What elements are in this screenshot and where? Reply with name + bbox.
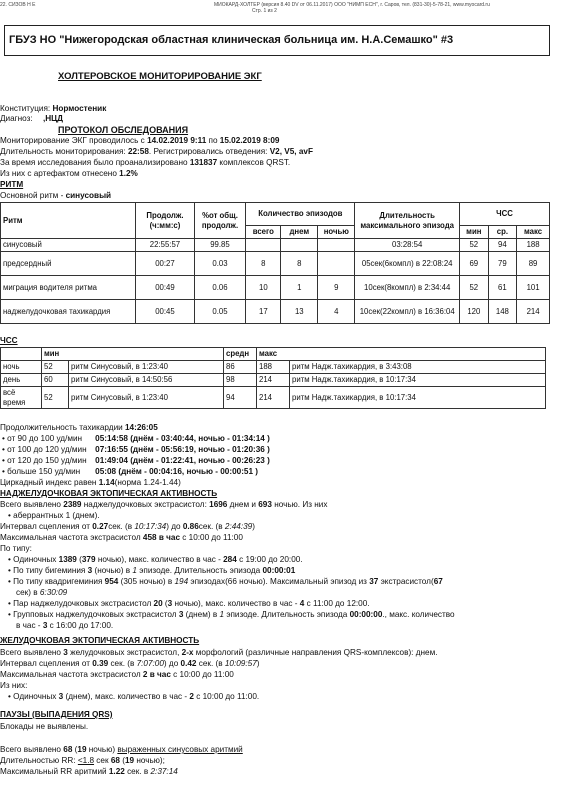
t: 1.2%	[119, 169, 138, 178]
td	[318, 239, 355, 252]
v-line: • Одиночных 3 (днем), макс. количество в час - 2 с 10:00 до 11:00.	[8, 692, 260, 701]
td: 1	[281, 276, 318, 300]
td: ритм Синусовый, в 14:50:56	[69, 374, 224, 387]
t: (днем), макс. количество в час -	[63, 692, 190, 701]
v-title: ЖЕЛУДОЧКОВАЯ ЭКТОПИЧЕСКАЯ АКТИВНОСТЬ	[0, 636, 200, 645]
hospital-box	[4, 25, 550, 56]
t: Из них с артефактом отнесено	[0, 169, 120, 178]
t: 22:58	[127, 147, 149, 156]
td	[318, 252, 355, 276]
t: 14.02.2019 9:11	[147, 136, 207, 145]
protocol-title: ПРОТОКОЛ ОБСЛЕДОВАНИЯ	[58, 125, 189, 135]
t: по	[206, 136, 220, 145]
t: 693	[258, 500, 272, 509]
td: 22:55:57	[136, 239, 194, 252]
t: 2:44:39	[224, 522, 253, 531]
t: 3	[58, 692, 64, 701]
t: синусовый	[65, 191, 112, 200]
t: ночью), макс. количество в час -	[95, 555, 224, 564]
th: Продолж. (ч:мм:с)	[136, 203, 194, 239]
t: (	[162, 599, 168, 608]
diagnosis-label: Диагноз:	[0, 114, 33, 123]
t: сек	[94, 756, 111, 765]
t: По типу бигеминия	[13, 566, 88, 575]
pauses-line	[0, 767, 178, 777]
main-rhythm	[0, 191, 111, 201]
td: 0.06	[194, 276, 246, 300]
table-row	[1, 239, 550, 252]
software-info: МИОКАРД-ХОЛТЕР (версия 8.40 DV от 06.11.2017) ООО "НИМП ЕСН", г. Саров, тел. (831-30)-5-78-21, www.myocard.ru	[214, 2, 490, 8]
diagnosis-value: ,НЦД	[42, 114, 63, 123]
t: аберрантных 1 (днем).	[13, 511, 100, 520]
td: 188	[257, 361, 290, 374]
pauses-title: ПАУЗЫ (ВЫПАДЕНИЯ QRS)	[0, 710, 113, 719]
protocol-line-4	[0, 169, 138, 179]
t: с 16:00 до 17:00.	[47, 621, 114, 630]
t: Всего выявлено	[0, 648, 64, 657]
t: Максимальная частота экстрасистол	[0, 533, 143, 542]
table-header-row	[1, 348, 546, 361]
t: 194	[174, 577, 189, 586]
t: Длительность мониторирования:	[0, 147, 128, 156]
tachy-row: • больше 150 уд/мин 05:08 (днём - 00:04:16, ночью - 00:00:51 )	[2, 467, 259, 476]
t: V2, V5, avF	[269, 147, 313, 156]
td: 8	[246, 252, 281, 276]
sv-line: • Групповых наджелудочковых экстрасистол 3 (днем) в 1 эпизоде. Длительность эпизода 00:00:00., макс. количество	[8, 610, 455, 619]
t: морфологий (различные направления QRS-комплексов): днем.	[193, 648, 438, 657]
t: 2:37:14	[150, 767, 178, 776]
td: 00:27	[136, 252, 194, 276]
t: 14:26:05	[125, 423, 158, 432]
td: 79	[488, 252, 517, 276]
t: 379	[81, 555, 96, 564]
td: 60	[42, 374, 69, 387]
t: эпизоде. Длительность эпизода	[224, 610, 350, 619]
t: сек. (в	[198, 522, 225, 531]
th: Длительность максимального эпизода	[355, 203, 460, 239]
t: 1	[219, 610, 225, 619]
t: 4	[299, 599, 305, 608]
td: 214	[257, 387, 290, 409]
t: 68	[110, 756, 120, 765]
td: 94	[224, 387, 257, 409]
t: Основной ритм -	[0, 191, 66, 200]
t: 3	[63, 648, 68, 657]
td: 52	[460, 276, 489, 300]
td: 8	[281, 252, 318, 276]
t: с 10:00 до 11:00	[180, 533, 243, 542]
t: (норма 1.24-1.44)	[114, 478, 181, 487]
t: (ночью) в	[92, 566, 133, 575]
t: ) до	[163, 659, 181, 668]
t: Циркадный индекс равен	[0, 478, 99, 487]
t: 10:17:34	[134, 522, 167, 531]
t: 0.27	[92, 522, 109, 531]
t: эпизодах(66 ночью). Максимальный эпизод из	[188, 577, 370, 586]
t: желудочковых экстрасистол,	[67, 648, 182, 657]
t: от 100 до 120 уд/мин	[7, 445, 87, 454]
t: 7:07:00	[136, 659, 164, 668]
tachy-row: • от 100 до 120 уд/мин 07:16:55 (днём - 05:56:19, ночью - 01:20:36 )	[2, 445, 270, 454]
td: 120	[460, 300, 489, 324]
td: предсердный	[1, 252, 136, 276]
table-row	[1, 300, 550, 324]
td: 61	[488, 276, 517, 300]
sv-line	[0, 522, 255, 532]
t: 2-х	[181, 648, 194, 657]
t: Групповых наджелудочковых экстрасистол	[13, 610, 179, 619]
t: Одиночных	[13, 692, 59, 701]
table-row	[1, 276, 550, 300]
t: 19	[124, 756, 135, 765]
t: (	[76, 555, 82, 564]
tachy-row: • от 120 до 150 уд/мин 01:49:04 (днём - 01:22:41, ночью - 00:26:23 )	[2, 456, 270, 465]
sv-line: • аберрантных 1 (днем).	[8, 511, 100, 520]
td: 05сек(6компл) в 22:08:24	[355, 252, 460, 276]
table-row	[1, 361, 546, 374]
t: Максимальный RR аритмий	[0, 767, 109, 776]
table-row	[1, 387, 546, 409]
t: 10:09:57	[224, 659, 257, 668]
td: наджелудочковая тахикардия	[1, 300, 136, 324]
t: 0.39	[92, 659, 109, 668]
sv-line: • Одиночных 1389 (379 ночью), макс. количество в час - 284 с 19:00 до 20:00.	[8, 555, 303, 564]
t: )	[252, 522, 255, 531]
t: от 120 до 150 уд/мин	[7, 456, 87, 465]
v-line: Из них:	[0, 681, 28, 690]
table-header-row	[1, 203, 550, 226]
t: 2 в час	[142, 670, 171, 679]
td: 10сек(22компл) в 16:36:04	[355, 300, 460, 324]
t: 00:00:01	[262, 566, 296, 575]
th: ср.	[488, 226, 517, 239]
t: 15.02.2019 8:09	[219, 136, 280, 145]
td: 17	[246, 300, 281, 324]
t: Длительностью RR:	[0, 756, 78, 765]
t: Всего выявлено	[0, 500, 64, 509]
td: 148	[488, 300, 517, 324]
hr-table	[0, 347, 546, 409]
t: 2389	[63, 500, 82, 509]
td: 0.03	[194, 252, 246, 276]
th: макс	[257, 348, 546, 361]
td: 98	[224, 374, 257, 387]
t: 1389	[58, 555, 77, 564]
t: сек) в	[16, 588, 40, 597]
t: . Регистрировались отведения:	[148, 147, 270, 156]
t: сек. в	[124, 767, 151, 776]
td: день	[1, 374, 42, 387]
diagnosis-line	[0, 114, 63, 124]
t: 6:30:09	[39, 588, 68, 597]
t: 19	[77, 745, 87, 754]
t: 1.22	[108, 767, 125, 776]
v-line	[0, 659, 259, 669]
t: выраженных синусовых аритмий	[117, 745, 243, 754]
t: 1696	[209, 500, 228, 509]
t: Одиночных	[13, 555, 59, 564]
th: макс	[517, 226, 550, 239]
t: днем и	[227, 500, 259, 509]
td: ритм Надж.тахикардия, в 10:17:34	[290, 387, 546, 409]
t: 68	[63, 745, 73, 754]
t: 05:14:58 (днём - 03:40:44, ночью - 01:34:14 )	[95, 434, 270, 443]
t: Максимальная частота экстрасистол	[0, 670, 143, 679]
sv-line: • По типу квадригеминия 954 (305 ночью) в 194 эпизодах(66 ночью). Максимальный эпизод из 37 экстрасистол(67	[8, 577, 443, 586]
td: 99.85	[194, 239, 246, 252]
t: 3	[87, 566, 93, 575]
protocol-line-2	[0, 147, 313, 157]
t: 3	[178, 610, 184, 619]
t: эпизоде. Длительность эпизода	[136, 566, 263, 575]
t: 01:49:04 (днём - 01:22:41, ночью - 00:26:23 )	[95, 456, 270, 465]
t: За время исследования было проанализировано	[0, 158, 190, 167]
t: 67	[433, 577, 443, 586]
circadian-index	[0, 478, 181, 488]
t: 07:16:55 (днём - 05:56:19, ночью - 01:20:36 )	[95, 445, 270, 454]
sv-line	[0, 500, 327, 510]
t: Продолжительность тахикардии	[0, 423, 125, 432]
td: 52	[42, 387, 69, 409]
sv-line: • Пар наджелудочковых экстрасистол 20 (3 ночью), макс. количество в час - 4 с 11:00 до 12:00.	[8, 599, 370, 608]
t: 284	[223, 555, 237, 564]
t: (днем) в	[183, 610, 220, 619]
protocol-line-1	[0, 136, 279, 146]
td	[246, 239, 281, 252]
td: 03:28:54	[355, 239, 460, 252]
td: 69	[460, 252, 489, 276]
td: ритм Надж.тахикардия, в 10:17:34	[290, 374, 546, 387]
th	[1, 348, 42, 361]
sv-title: НАДЖЕЛУДОЧКОВАЯ ЭКТОПИЧЕСКАЯ АКТИВНОСТЬ	[0, 489, 218, 498]
t: 1.14	[98, 478, 115, 487]
tachy-row: • от 90 до 100 уд/мин 05:14:58 (днём - 03:40:44, ночью - 01:34:14 )	[2, 434, 270, 443]
td: ритм Синусовый, в 1:23:40	[69, 387, 224, 409]
pauses-line: Блокады не выявлены.	[0, 722, 89, 731]
t: ночью)	[86, 745, 118, 754]
t: По типу квадригеминия	[13, 577, 105, 586]
td: ритм Надж.тахикардия, в 3:43:08	[290, 361, 546, 374]
t: с 10:00 до 11:00	[170, 670, 234, 679]
page-number: Стр. 1 из 2	[252, 8, 277, 14]
sv-line: • По типу бигеминия 3 (ночью) в 1 эпизоде. Длительность эпизода 00:00:01	[8, 566, 296, 575]
th: мин	[460, 226, 489, 239]
th: днем	[281, 226, 318, 239]
td: ночь	[1, 361, 42, 374]
t: Мониторирование ЭКГ проводилось с	[0, 136, 148, 145]
t: ночью);	[134, 756, 165, 765]
td: синусовый	[1, 239, 136, 252]
t: ночью), макс. количество в час -	[172, 599, 300, 608]
t: ) до	[166, 522, 183, 531]
t: 131837	[189, 158, 218, 167]
rhythm-title: РИТМ	[0, 180, 24, 189]
t: (	[119, 756, 125, 765]
tachy-title	[0, 423, 158, 433]
th: Ритм	[1, 203, 136, 239]
t: с 11:00 до 12:00.	[304, 599, 370, 608]
sv-line	[16, 588, 67, 598]
sv-line	[0, 533, 243, 543]
t: в час -	[16, 621, 43, 630]
patient-code: 22. СИЗОВ Н Е	[0, 2, 36, 8]
td: 4	[318, 300, 355, 324]
t: 954	[104, 577, 119, 586]
t: от 90 до 100 уд/мин	[7, 434, 83, 443]
th: средн	[224, 348, 257, 361]
t: комплексов QRST.	[217, 158, 291, 167]
t: 3	[167, 599, 173, 608]
t: 05:08 (днём - 00:04:16, ночью - 00:00:51 )	[95, 467, 259, 476]
td: 10	[246, 276, 281, 300]
document-title: ХОЛТЕРОВСКОЕ МОНИТОРИРОВАНИЕ ЭКГ	[58, 71, 262, 82]
t: 1	[132, 566, 137, 575]
t: с 10:00 до 11:00.	[193, 692, 260, 701]
protocol-line-3	[0, 158, 290, 168]
td: 9	[318, 276, 355, 300]
t: (305 ночью) в	[118, 577, 175, 586]
constitution-line	[0, 104, 106, 114]
td: ритм Синусовый, в 1:23:40	[69, 361, 224, 374]
t: 20	[153, 599, 163, 608]
td: 214	[517, 300, 550, 324]
t: 37	[369, 577, 379, 586]
td: 52	[460, 239, 489, 252]
t: 3	[42, 621, 48, 630]
td: 89	[517, 252, 550, 276]
td: 86	[224, 361, 257, 374]
table-row	[1, 374, 546, 387]
td: 10сек(8компл) в 2:34:44	[355, 276, 460, 300]
th: мин	[42, 348, 224, 361]
td	[281, 239, 318, 252]
t: ., макс. количество	[382, 610, 455, 619]
td: 00:45	[136, 300, 194, 324]
t: сек. (в	[108, 659, 137, 668]
t: 458 в час	[142, 533, 181, 542]
t: экстрасистол(	[378, 577, 434, 586]
t: 00:00:00	[349, 610, 383, 619]
t: ночью. Из них	[271, 500, 328, 509]
pauses-line	[0, 745, 243, 755]
t: 0.42	[180, 659, 197, 668]
t: 2	[189, 692, 194, 701]
hospital-name: ГБУЗ НО "Нижегородская областная клиническая больница им. Н.А.Семашко" #3	[9, 34, 454, 46]
t: с 19:00 до 20:00.	[236, 555, 303, 564]
t: <1.8	[77, 756, 95, 765]
t: 0.86	[182, 522, 199, 531]
t: наджелудочковых экстрасистол:	[81, 500, 210, 509]
v-line	[0, 670, 234, 680]
th: ЧСС	[460, 203, 550, 226]
th: всего	[246, 226, 281, 239]
th: Количество эпизодов	[246, 203, 355, 226]
t: (	[72, 745, 78, 754]
th: ночью	[318, 226, 355, 239]
rhythm-table	[0, 202, 550, 324]
t: сек. (в	[108, 522, 135, 531]
td: 52	[42, 361, 69, 374]
td: 188	[517, 239, 550, 252]
t: )	[256, 659, 260, 668]
sv-line: По типу:	[0, 544, 32, 553]
td: всё время	[1, 387, 42, 409]
sv-line	[16, 621, 113, 631]
th: %от общ. продолж.	[194, 203, 246, 239]
pauses-line	[0, 756, 165, 766]
table-row	[1, 252, 550, 276]
td: 00:49	[136, 276, 194, 300]
t: Всего выявлено	[0, 745, 64, 754]
t: больше 150 уд/мин	[7, 467, 81, 476]
t: Интервал сцепления от	[0, 522, 93, 531]
t: сек. (в	[196, 659, 225, 668]
constitution-label: Конституция:	[0, 104, 51, 113]
t: Пар наджелудочковых экстрасистол	[13, 599, 154, 608]
td: 13	[281, 300, 318, 324]
td: 0.05	[194, 300, 246, 324]
td: 214	[257, 374, 290, 387]
v-line	[0, 648, 438, 658]
td: 101	[517, 276, 550, 300]
td: миграция водителя ритма	[1, 276, 136, 300]
t: Интервал сцепления от	[0, 659, 93, 668]
td: 94	[488, 239, 517, 252]
constitution-value: Нормостеник	[52, 104, 107, 113]
hr-title: ЧСС	[0, 336, 18, 345]
